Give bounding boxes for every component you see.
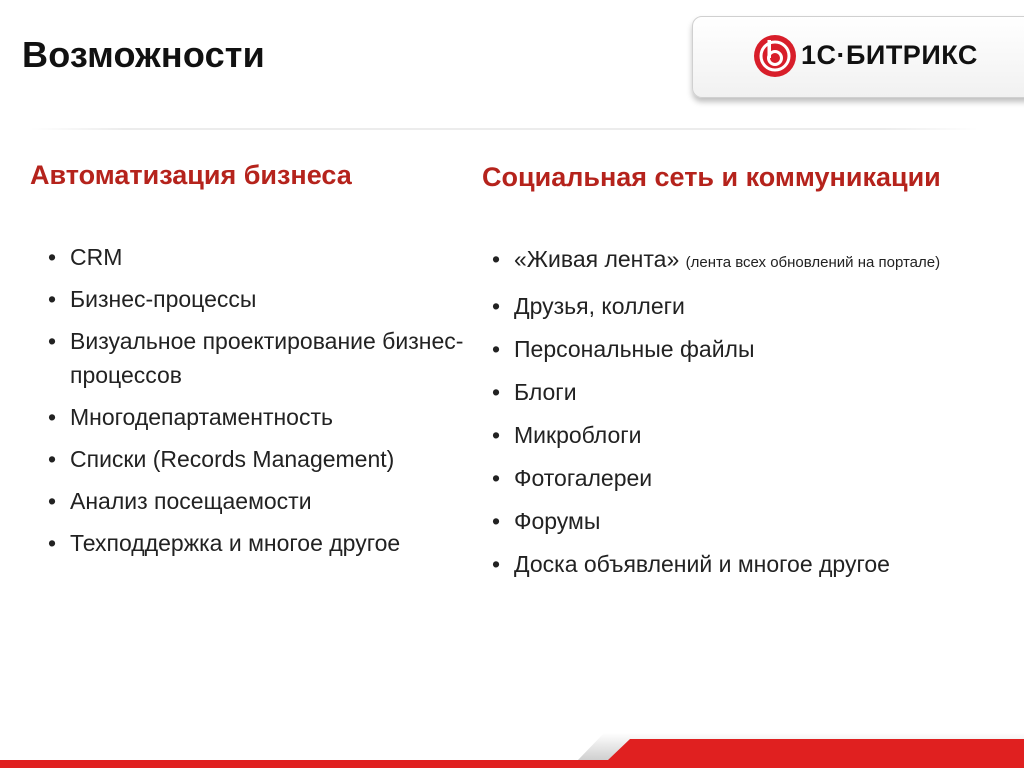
bitrix-logo-icon: [753, 34, 797, 78]
list-item: • Персональные файлы: [492, 332, 1022, 366]
list-item: • Доска объявлений и многое другое: [492, 547, 1022, 581]
list-item: • Друзья, коллеги: [492, 289, 1022, 323]
live-feed-note: (лента всех обновлений на портале): [685, 254, 941, 271]
left-column-heading: Автоматизация бизнеса: [30, 160, 352, 190]
list-item: • Микроблоги: [492, 418, 1022, 452]
list-item: • CRM: [48, 240, 468, 274]
footer-red-bar: [0, 760, 1024, 768]
logo-text: 1С·БИТРИКС: [801, 40, 978, 70]
live-feed-label: «Живая лента»: [514, 246, 680, 272]
list-item: • Многодепартаментность: [48, 400, 468, 434]
list-item: • Анализ посещаемости: [48, 484, 468, 518]
list-item: • Бизнес-процессы: [48, 282, 468, 316]
list-item: • Техподдержка и многое другое: [48, 526, 468, 560]
left-bullet-list: [48, 240, 468, 568]
list-item: • Блоги: [492, 375, 1022, 409]
list-item: • Фотогалереи: [492, 461, 1022, 495]
list-item: • Форумы: [492, 504, 1022, 538]
list-item: • Визуальное проектирование бизнес-процессов: [48, 324, 468, 392]
right-column-heading: Социальная сеть и коммуникации: [482, 162, 941, 192]
logo-panel: [692, 16, 1024, 98]
right-bullet-list: [492, 242, 1022, 590]
footer-tab-shape: [578, 733, 1024, 760]
slide-title: Возможности: [22, 34, 265, 75]
list-item: • Списки (Records Management): [48, 442, 468, 476]
list-item-live-feed: [492, 242, 1022, 280]
header-divider: [30, 128, 978, 130]
